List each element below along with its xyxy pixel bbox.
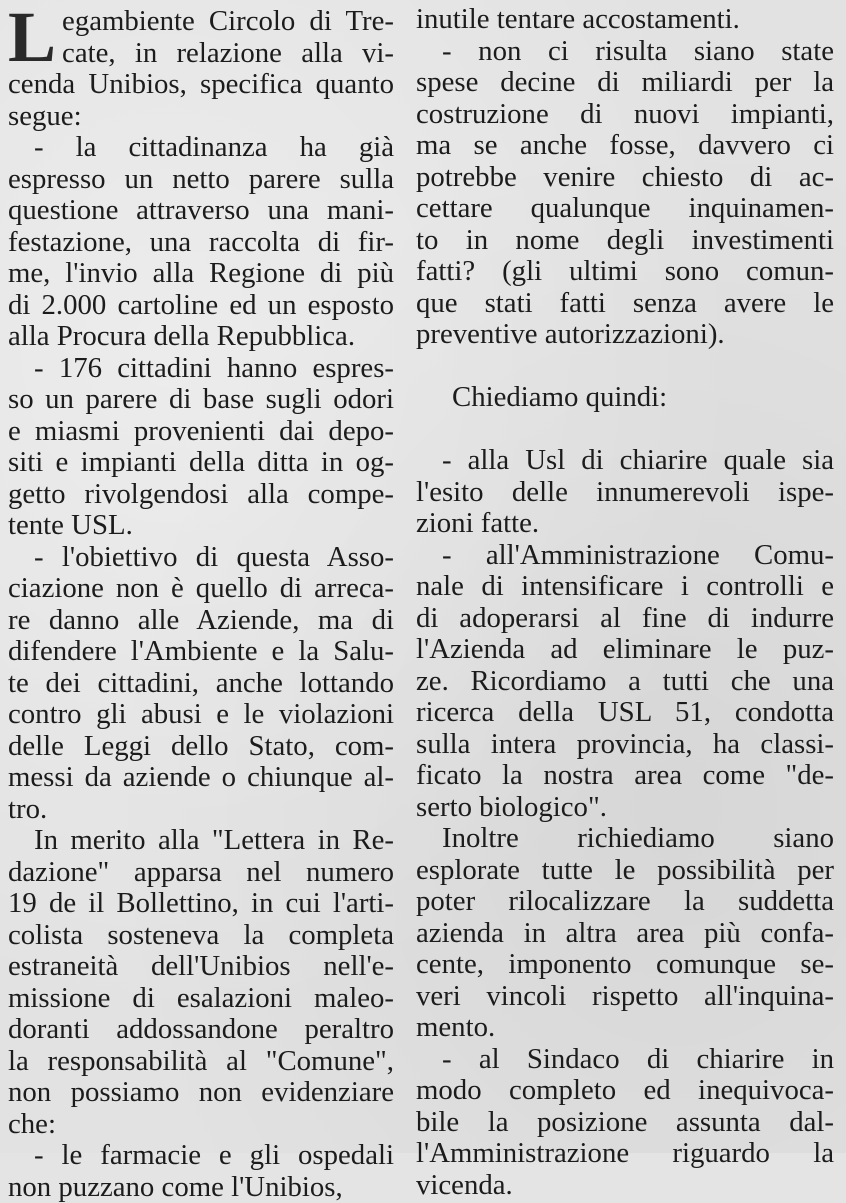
- text-line: costruzione di nuovi impianti,: [416, 99, 834, 131]
- text-line: missione di esalazioni maleo-: [8, 983, 394, 1015]
- text-line: di adoperarsi al fine di indurre: [416, 603, 834, 635]
- text-line: In merito alla "Lettera in Re-: [8, 825, 394, 857]
- text-line: ma se anche fosse, davvero ci: [416, 130, 834, 162]
- text-line: doranti addossandone peraltro: [8, 1014, 394, 1046]
- text-line: - le farmacie e gli ospedali: [8, 1140, 394, 1172]
- text-line: fatti? (gli ultimi sono comun-: [416, 256, 834, 288]
- right-column-text-top: [416, 4, 834, 351]
- text-line: dazione" apparsa nel numero: [8, 857, 394, 889]
- text-line: estraneità dell'Unibios nell'e-: [8, 951, 394, 983]
- text-line: di 2.000 cartoline ed un esposto: [8, 290, 394, 322]
- text-line: la responsabilità al "Comune",: [8, 1046, 394, 1078]
- text-line: non puzzano come l'Unibios,: [8, 1172, 394, 1203]
- text-line: me, l'invio alla Regione di più: [8, 258, 394, 290]
- text-line: spese decine di miliardi per la: [416, 67, 834, 99]
- text-line: - non ci risulta siano state: [416, 36, 834, 68]
- text-line: nale di intensificare i controlli e: [416, 571, 834, 603]
- text-line: cate, in relazione alla vi-: [62, 38, 394, 70]
- text-line: serto biologico".: [416, 792, 834, 824]
- text-line: Inoltre richiediamo siano: [416, 823, 834, 855]
- text-line: zioni fatte.: [416, 508, 834, 540]
- text-line: esplorate tutte le possibilità per: [416, 855, 834, 887]
- left-column-text: [8, 6, 394, 1203]
- text-line: sulla intera provincia, ha classi-: [416, 729, 834, 761]
- text-line: l'Azienda ad eliminare le puz-: [416, 634, 834, 666]
- text-line: tro.: [8, 794, 394, 826]
- text-line: cente, imponento comunque se-: [416, 949, 834, 981]
- text-line: alla Procura della Repubblica.: [8, 321, 394, 353]
- text-line: messi da aziende o chiunque al-: [8, 762, 394, 794]
- spacer: [416, 414, 834, 446]
- text-line: difendere l'Ambiente e la Salu-: [8, 636, 394, 668]
- text-line: que stati fatti senza avere le: [416, 288, 834, 320]
- text-line: poter rilocalizzare la suddetta: [416, 886, 834, 918]
- text-line: l'Amministrazione riguardo la: [416, 1138, 834, 1170]
- drop-cap: L: [8, 8, 56, 68]
- text-line: delle Leggi dello Stato, com-: [8, 731, 394, 763]
- text-line: ze. Ricordiamo a tutti che una: [416, 666, 834, 698]
- text-line: vicenda.: [416, 1170, 834, 1202]
- text-line: - al Sindaco di chiarire in: [416, 1044, 834, 1076]
- text-line: e miasmi provenienti dai depo-: [8, 416, 394, 448]
- text-line: - all'Amministrazione Comu-: [416, 540, 834, 572]
- text-line: tente USL.: [8, 510, 394, 542]
- text-line: che:: [8, 1109, 394, 1141]
- text-line: non possiamo non evidenziare: [8, 1077, 394, 1109]
- text-line: l'esito delle innumerevoli ispe-: [416, 477, 834, 509]
- text-line: veri vincoli rispetto all'inquina-: [416, 981, 834, 1013]
- text-line: questione attraverso una mani-: [8, 195, 394, 227]
- text-line: re danno alle Aziende, ma di: [8, 605, 394, 637]
- text-line: azienda in altra area più confa-: [416, 918, 834, 950]
- text-line: inutile tentare accostamenti.: [416, 4, 834, 36]
- text-line: bile la posizione assunta dal-: [416, 1107, 834, 1139]
- text-line: ricerca della USL 51, condotta: [416, 697, 834, 729]
- text-line: potrebbe venire chiesto di ac-: [416, 162, 834, 194]
- text-line: so un parere di base sugli odori: [8, 384, 394, 416]
- text-line: - la cittadinanza ha già: [8, 132, 394, 164]
- section-heading: Chiediamo quindi:: [416, 382, 834, 414]
- text-line: to in nome degli investimenti: [416, 225, 834, 257]
- text-line: - 176 cittadini hanno espres-: [8, 353, 394, 385]
- text-line: modo completo ed inequivoca-: [416, 1075, 834, 1107]
- text-line: ciazione non è quello di arreca-: [8, 573, 394, 605]
- spacer: [416, 351, 834, 383]
- text-line: 19 de il Bollettino, in cui l'arti-: [8, 888, 394, 920]
- text-line: segue:: [8, 101, 394, 133]
- text-line: colista sosteneva la completa: [8, 920, 394, 952]
- right-column: [410, 0, 846, 1153]
- text-line: te dei cittadini, anche lottando: [8, 668, 394, 700]
- text-line: siti e impianti della ditta in og-: [8, 447, 394, 479]
- text-line: egambiente Circolo di Tre-: [62, 6, 394, 38]
- text-line: ficato la nostra area come "de-: [416, 760, 834, 792]
- text-line: cenda Unibios, specifica quanto: [8, 69, 394, 101]
- text-line: preventive autorizzazioni).: [416, 319, 834, 351]
- text-line: contro gli abusi e le violazioni: [8, 699, 394, 731]
- text-line: - l'obiettivo di questa Asso-: [8, 542, 394, 574]
- text-line: espresso un netto parere sulla: [8, 164, 394, 196]
- text-line: getto rivolgendosi alla compe-: [8, 479, 394, 511]
- text-line: - alla Usl di chiarire quale sia: [416, 445, 834, 477]
- opening-paragraph: [8, 6, 394, 1203]
- left-column: [0, 0, 400, 1153]
- right-column-text-bottom: [416, 445, 834, 1201]
- text-line: mento.: [416, 1012, 834, 1044]
- text-line: cettare qualunque inquinamen-: [416, 193, 834, 225]
- text-line: festazione, una raccolta di fir-: [8, 227, 394, 259]
